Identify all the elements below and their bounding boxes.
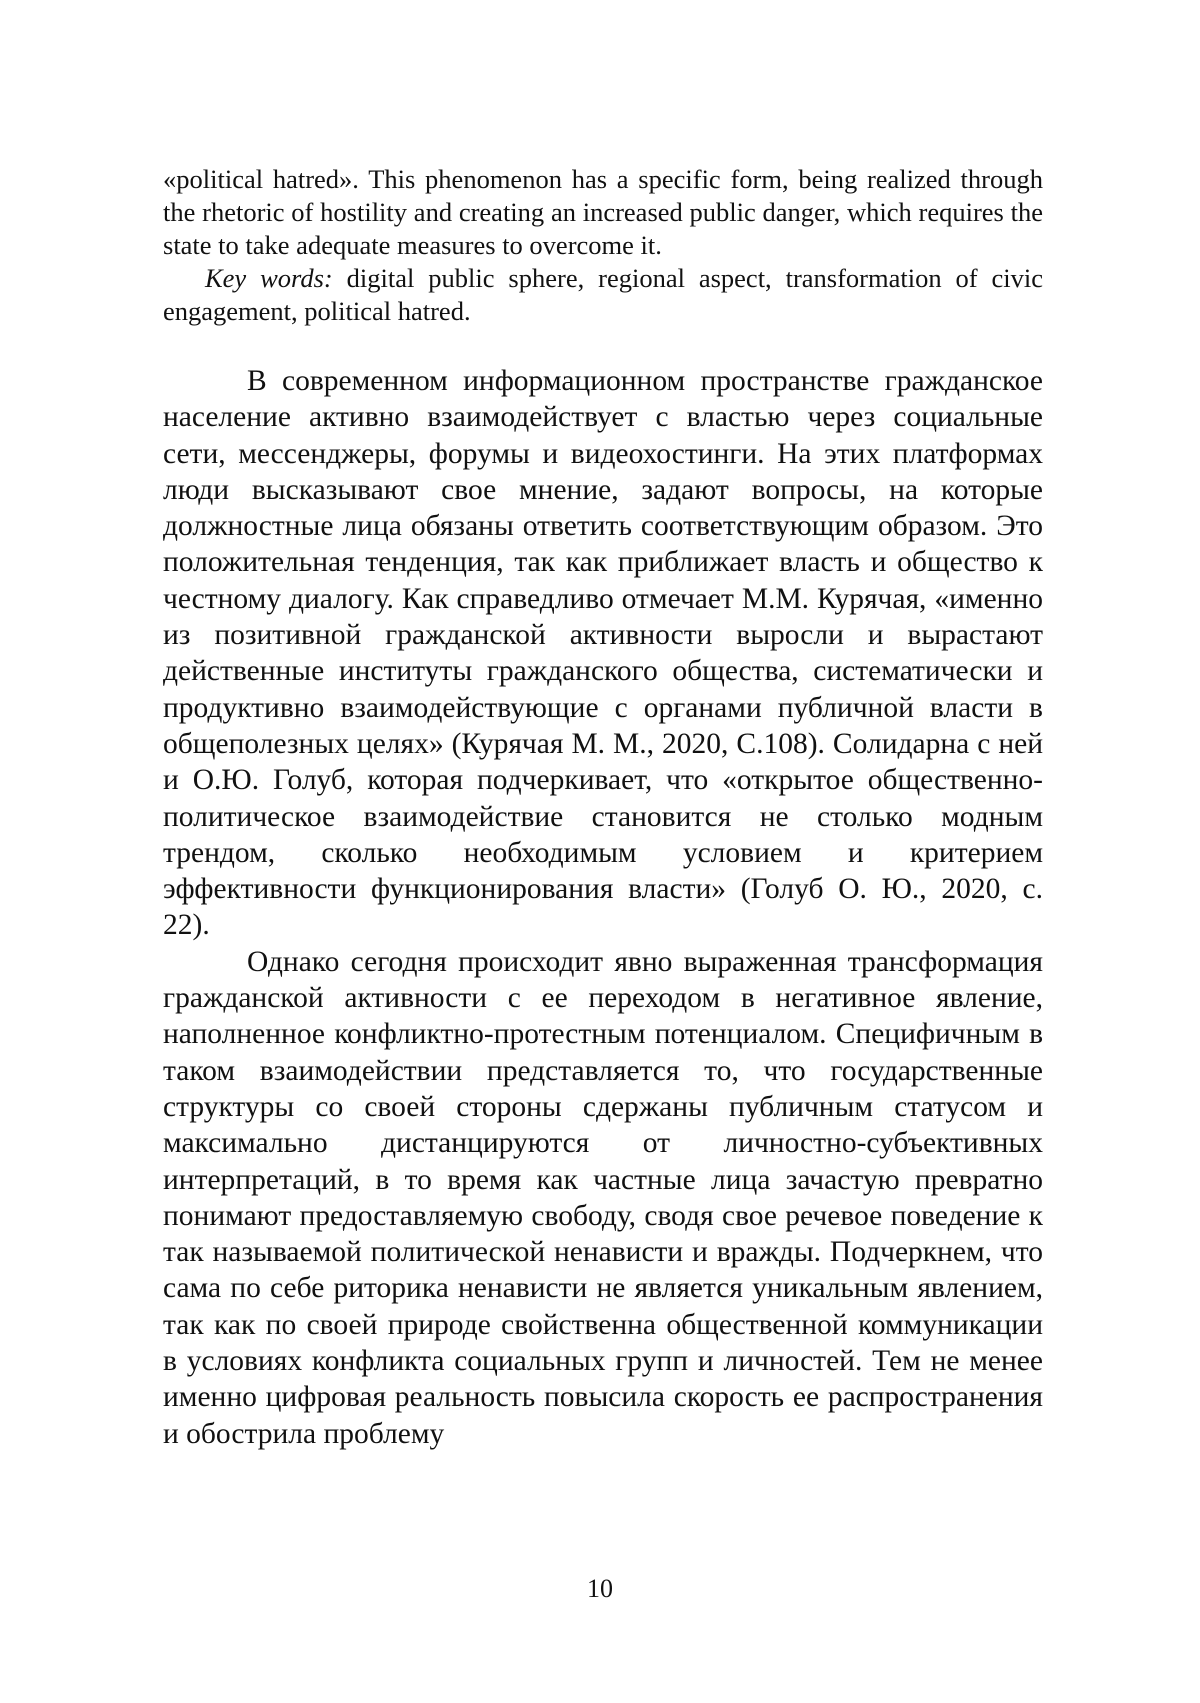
keywords-text: digital public sphere, regional aspect, transformation of civic engagement, political hatred.	[163, 263, 1043, 326]
keywords-label: Key words:	[205, 263, 333, 293]
abstract-continuation: «political hatred». This phenomenon has a specific form, being realized through the rhetoric of hostility and creating an increased public danger, which requires the state to take adequate measures to overcome it.	[163, 164, 1043, 260]
page-number: 10	[587, 1574, 613, 1603]
keywords-line	[163, 262, 1043, 328]
body-paragraph: Однако сегодня происходит явно выраженная трансформация гражданской активности с ее переходом в негативное явление, наполненное конфликтно-протестным потенциалом. Специфичным в таком взаимодействии представляется то, что государственные структуры со своей стороны сдержаны публичным статусом и максимально дистанцируются от личностно-субъективных интерпретаций, в то время как частные лица зачастую превратно понимают предоставляемую свободу, сводя свое речевое поведение к так называемой политической ненависти и вражды. Подчеркнем, что сама по себе риторика ненависти не является уникальным явлением, так как по своей природе свойственна общественной коммуникации в условиях конфликта социальных групп и личностей. Тем не менее именно цифровая реальность повысила скорость ее распространения и обострила проблему	[163, 945, 1043, 1450]
main-text	[163, 363, 1043, 1452]
body-paragraph: В современном информационном пространстве гражданское население активно взаимодействует с властью через социальные сети, мессенджеры, форумы и видеохостинги. На этих платформах люди высказывают свое мнение, задают вопросы, на которые должностные лица обязаны ответить соответствующим образом. Это положительная тенденция, так как приближает власть и общество к честному диалогу. Как справедливо отмечает М.М. Курячая, «именно из позитивной гражданской активности выросли и вырастают действенные институты гражданского общества, систематически и продуктивно взаимодействующие с органами публичной власти в общеполезных целях» (Курячая М. М., 2020, С.108). Солидарна с ней и О.Ю. Голуб, которая подчеркивает, что «открытое общественно-политическое взаимодействие становится не столько модным трендом, сколько необходимым условием и критерием эффективности функционирования власти» (Голуб О. Ю., 2020, с. 22).	[163, 365, 1043, 942]
english-abstract	[163, 163, 1043, 328]
